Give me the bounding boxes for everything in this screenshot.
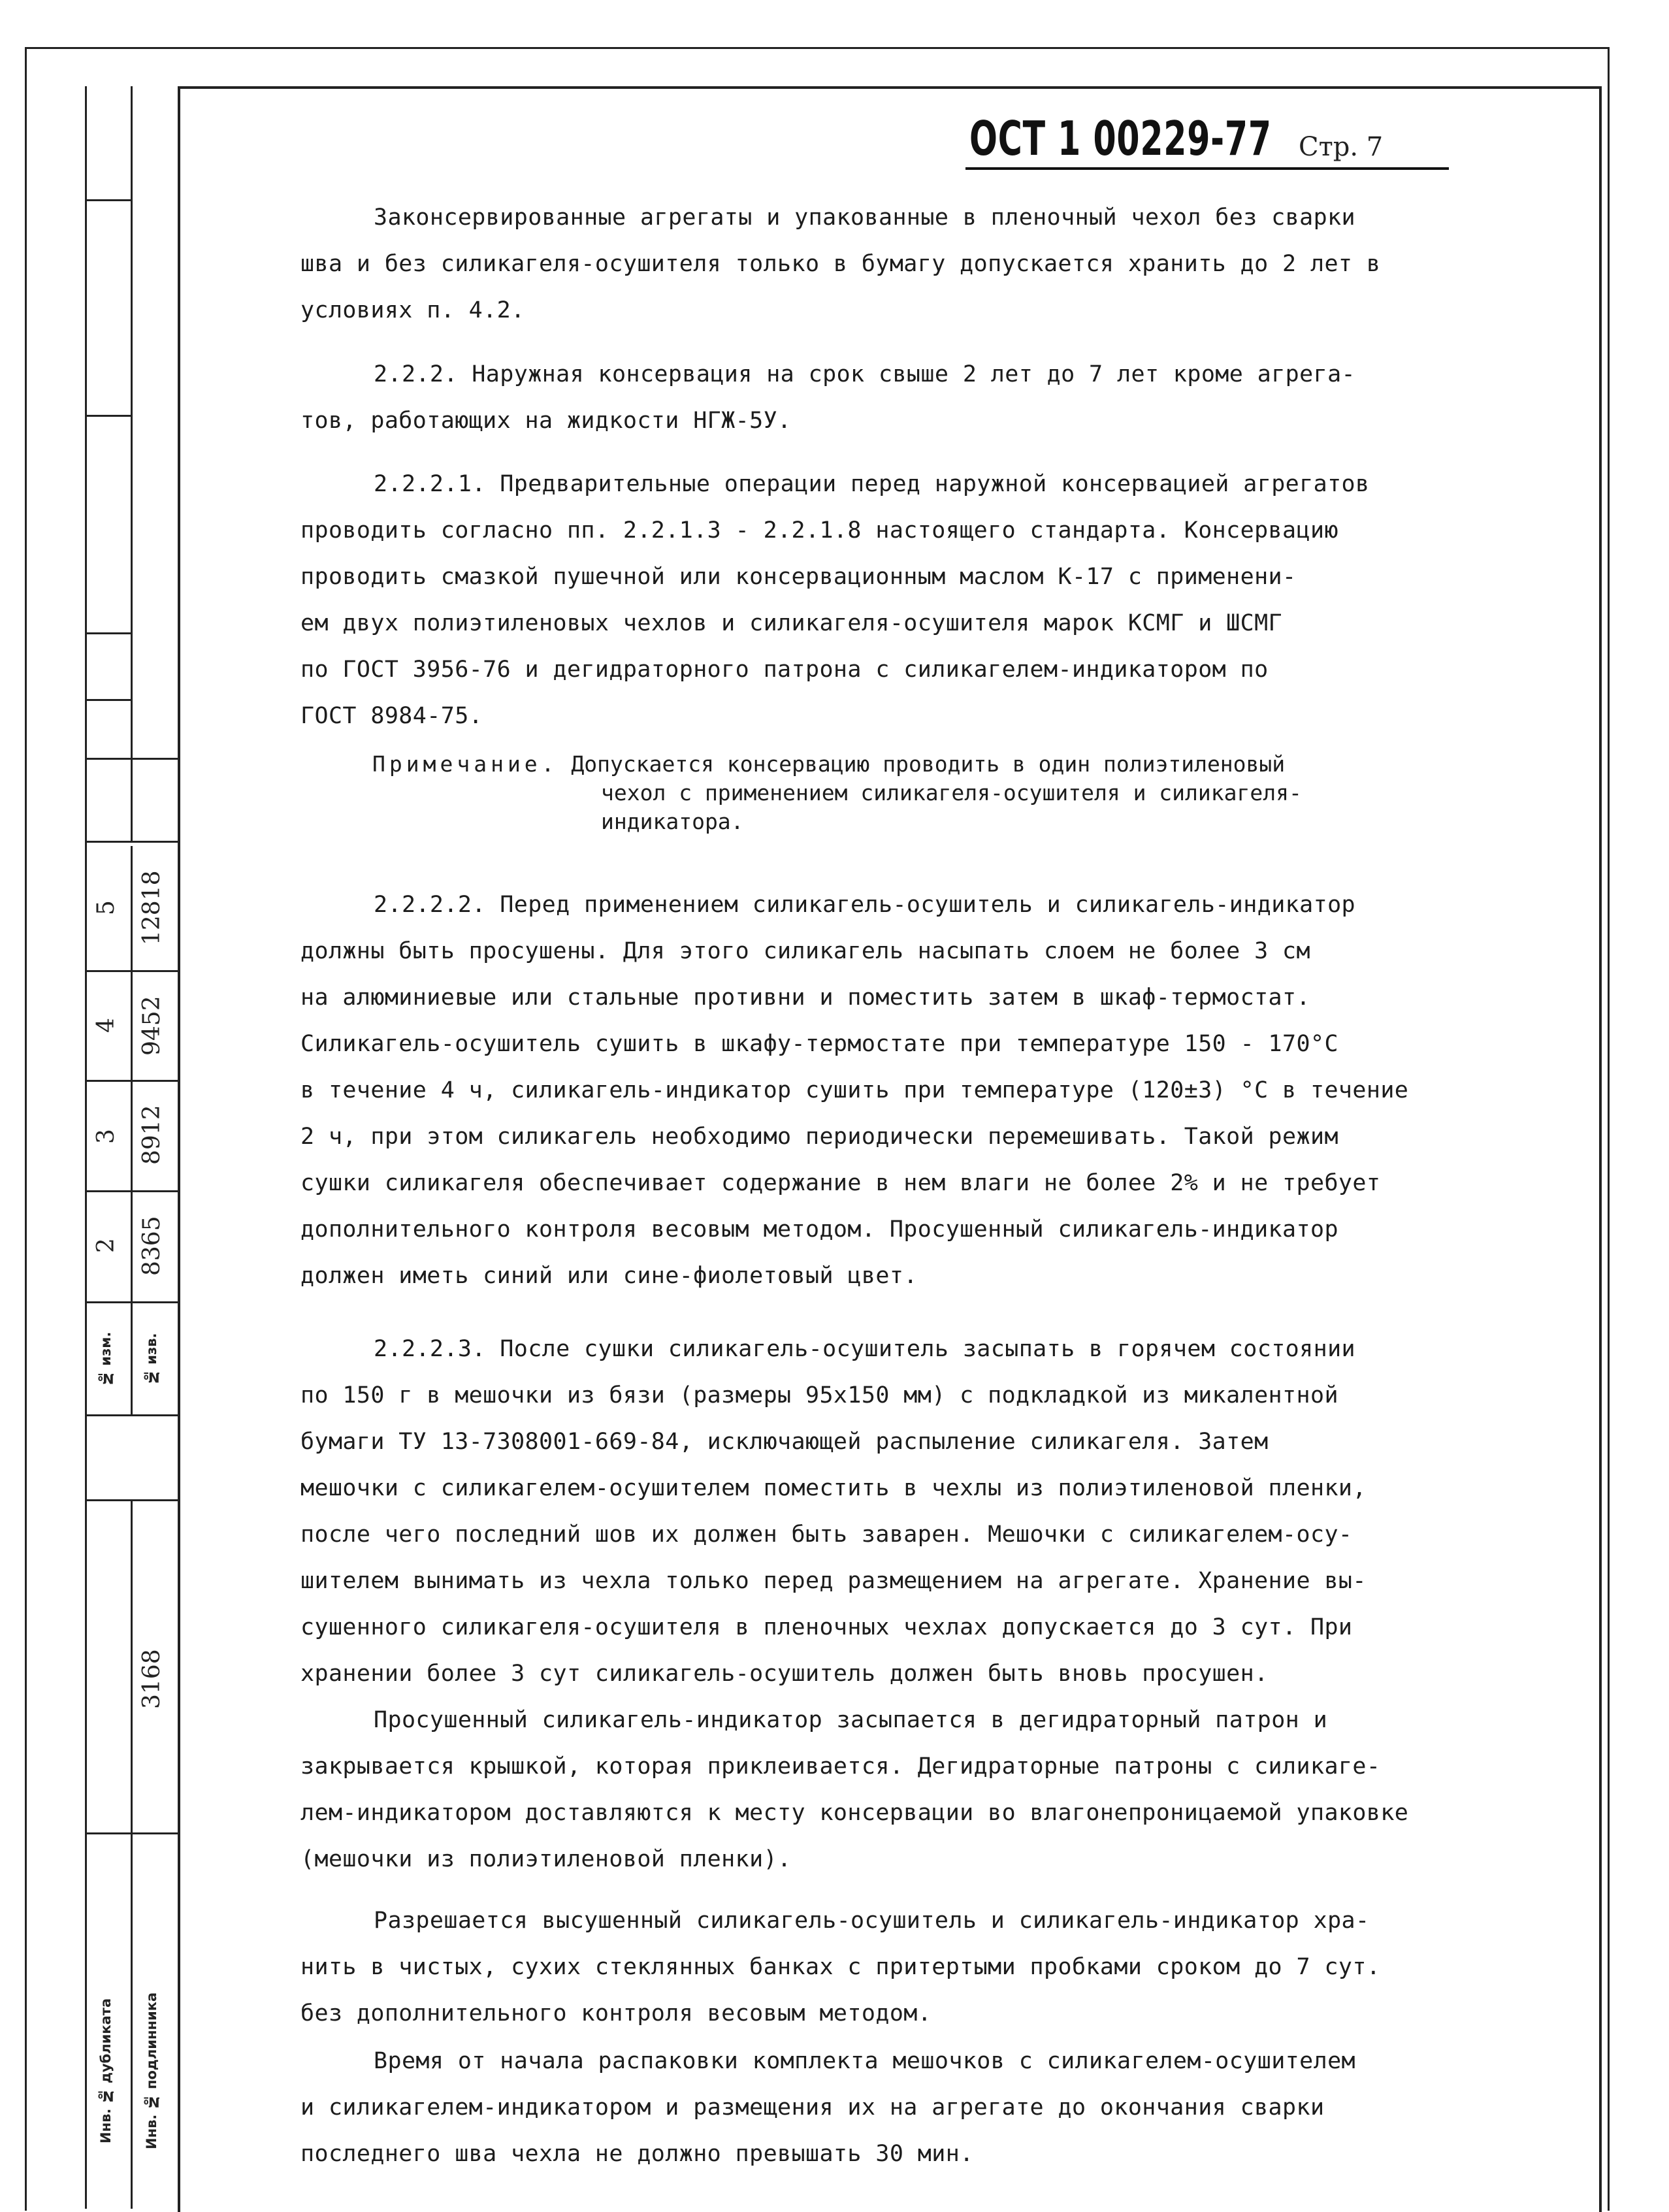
inv-duplicate-label: Инв. № дубликата [98, 1998, 114, 2144]
text-line: условиях п. 4.2. [300, 297, 525, 323]
margin-rule [85, 199, 132, 201]
notice-label: № изв. [144, 1333, 159, 1385]
margin-rule [85, 841, 178, 843]
text-line: ем двух полиэтиленовых чехлов и силикагеля-осушителя марок КСМГ и ШСМГ [300, 610, 1283, 636]
text-line: (мешочки из полиэтиленовой пленки). [300, 1846, 792, 1872]
page-header [965, 99, 1449, 170]
notice-number: 9452 [138, 996, 165, 1056]
change-label: № изм. [98, 1331, 114, 1386]
notice-number: 8912 [138, 1105, 165, 1165]
note-line: индикатора. [601, 809, 744, 834]
paragraph-2-2-2-1 [300, 461, 1515, 740]
text-line: без дополнительного контроля весовым методом. [300, 2000, 932, 2026]
text-line: в течение 4 ч, силикагель-индикатор сушить при температуре (120±3) °С в течение [300, 1077, 1409, 1103]
margin-divider [131, 1499, 133, 2209]
original-inv-number: 3168 [138, 1649, 165, 1709]
text-line: после чего последний шов их должен быть заварен. Мешочки с силикагелем-осу- [300, 1521, 1353, 1548]
text-line: шва и без силикагеля-осушителя только в бумагу допускается хранить до 2 лет в [300, 251, 1381, 277]
text-line: шителем вынимать из чехла только перед размещением на агрегате. Хранение вы- [300, 1568, 1367, 1594]
text-line: проводить согласно пп. 2.2.1.3 - 2.2.1.8 настоящего стандарта. Консервацию [300, 517, 1338, 544]
margin-rule [85, 1080, 178, 1082]
change-number: 2 [93, 1238, 120, 1254]
text-line: по ГОСТ 3956-76 и дегидраторного патрона с силикагелем-индикатором по [300, 657, 1269, 683]
change-number: 5 [93, 900, 120, 916]
paragraph [300, 1697, 1515, 1883]
text-line: 2.2.2. Наружная консервация на срок свыше 2 лет до 7 лет кроме агрега- [374, 361, 1356, 387]
note-label: Примечание. [372, 751, 559, 777]
text-line: должен иметь синий или сине-фиолетовый цвет. [300, 1263, 918, 1289]
change-number: 4 [93, 1018, 120, 1033]
text-line: Просушенный силикагель-индикатор засыпается в дегидраторный патрон и [374, 1707, 1328, 1733]
text-line: Разрешается высушенный силикагель-осушитель и силикагель-индикатор хра- [374, 1908, 1370, 1934]
note-block [372, 750, 1302, 836]
paragraph [300, 195, 1515, 334]
text-line: тов, работающих на жидкости НГЖ-5У. [300, 408, 792, 434]
text-line: и силикагелем-индикатором и размещения их на агрегате до окончания сварки [300, 2094, 1325, 2121]
change-number: 3 [93, 1129, 120, 1145]
notice-number: 12818 [138, 870, 165, 946]
margin-rule [85, 632, 132, 634]
paragraph-2-2-2-2 [300, 882, 1515, 1299]
text-line: 2 ч, при этом силикагель необходимо периодически перемешивать. Такой режим [300, 1124, 1338, 1150]
paragraph-2-2-2-3 [300, 1326, 1515, 1697]
margin-rule [85, 1832, 178, 1834]
margin-rule [85, 970, 178, 972]
note-line: Допускается консервацию проводить в один полиэтиленовый [571, 751, 1286, 777]
text-line: хранении более 3 сут силикагель-осушитель должен быть вновь просушен. [300, 1661, 1269, 1687]
text-line: лем-индикатором доставляются к месту консервации во влагонепроницаемой упаковке [300, 1800, 1409, 1826]
standard-code: ОСТ 1 00229-77 [969, 111, 1272, 166]
margin-rule [85, 1499, 178, 1501]
text-line: дополнительного контроля весовым методом. Просушенный силикагель-индикатор [300, 1216, 1338, 1243]
text-line: сушки силикагеля обеспечивает содержание в нем влаги не более 2% и не требует [300, 1170, 1381, 1196]
text-line: бумаги ТУ 13-7308001-669-84, исключающей распыление силикагеля. Затем [300, 1429, 1269, 1455]
text-line: 2.2.2.3. После сушки силикагель-осушитель засыпать в горячем состоянии [374, 1336, 1356, 1362]
text-line: нить в чистых, сухих стеклянных банках с притертыми пробками сроком до 7 сут. [300, 1954, 1381, 1980]
margin-rule [85, 1414, 178, 1416]
text-line: мешочки с силикагелем-осушителем поместить в чехлы из полиэтиленовой пленки, [300, 1475, 1367, 1501]
margin-rule [85, 1301, 178, 1303]
text-line: на алюминиевые или стальные противни и поместить затем в шкаф-термостат. [300, 984, 1310, 1011]
text-line: Законсервированные агрегаты и упакованные в пленочный чехол без сварки [374, 204, 1356, 231]
notice-number: 8365 [138, 1216, 165, 1277]
text-line: по 150 г в мешочки из бязи (размеры 95х150 мм) с подкладкой из микалентной [300, 1382, 1338, 1408]
text-line: Время от начала распаковки комплекта мешочков с силикагелем-осушителем [374, 2048, 1356, 2074]
page-number: Стр. 7 [1299, 132, 1384, 162]
text-line: 2.2.2.1. Предварительные операции перед наружной консервацией агрегатов [374, 471, 1370, 497]
note-line: чехол с применением силикагеля-осушителя и силикагеля- [601, 780, 1302, 805]
text-line: закрывается крышкой, которая приклеивается. Дегидраторные патроны с силикаге- [300, 1753, 1381, 1780]
inv-original-label: Инв. № подлинника [144, 1992, 159, 2150]
margin-divider [131, 846, 133, 1414]
text-line: сушенного силикагеля-осушителя в пленочных чехлах допускается до 3 сут. При [300, 1614, 1353, 1640]
margin-rule [85, 699, 132, 701]
paragraph [300, 1898, 1515, 2037]
text-line: проводить смазкой пушечной или консервационным маслом К-17 с применени- [300, 564, 1297, 590]
paragraph [300, 2038, 1515, 2177]
text-line: 2.2.2.2. Перед применением силикагель-осушитель и силикагель-индикатор [374, 892, 1356, 918]
margin-rule [85, 758, 178, 760]
text-line: должны быть просушены. Для этого силикагель насыпать слоем не более 3 см [300, 938, 1310, 964]
paragraph-2-2-2 [300, 351, 1515, 444]
margin-rule [85, 415, 132, 417]
text-line: ГОСТ 8984-75. [300, 703, 483, 729]
text-line: Силикагель-осушитель сушить в шкафу-термостате при температуре 150 - 170°С [300, 1031, 1338, 1057]
text-line: последнего шва чехла не должно превышать 30 мин. [300, 2141, 974, 2167]
margin-rule [85, 1190, 178, 1192]
